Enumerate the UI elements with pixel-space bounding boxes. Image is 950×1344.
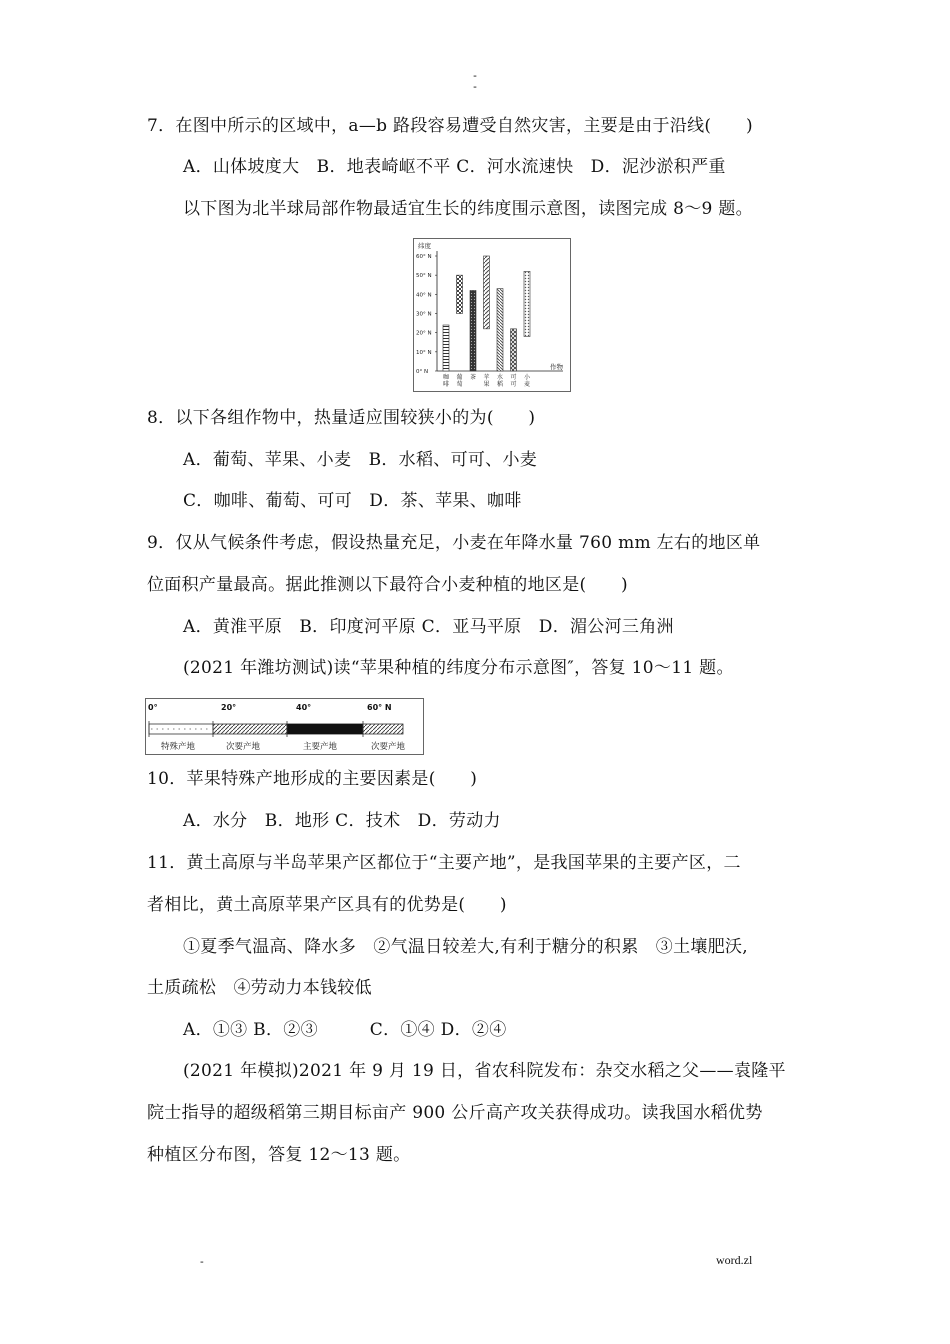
zone-secondary-2-bar: [363, 724, 403, 734]
apple-latitude-chart: [145, 698, 424, 759]
x-label-苹果-0: 苹: [483, 374, 490, 381]
q8-options-2: C．咖啡、葡萄、可可 D．茶、苹果、咖啡: [183, 491, 522, 511]
y-tick-50: 50° N: [416, 273, 432, 280]
q11-statements-2: 土质疏松 ④劳动力本钱较低: [147, 978, 372, 998]
zone-label-secondary-2: 次要产地: [371, 742, 406, 752]
q10-stem: 10．苹果特殊产地形成的主要因素是( ): [147, 769, 478, 789]
x-label-葡萄-0: 葡: [456, 374, 463, 381]
zone-special-bar: [149, 724, 213, 734]
x-label-水稻-0: 水: [497, 374, 504, 381]
q8-stem: 8．以下各组作物中，热量适应围较狭小的为( ): [147, 408, 536, 428]
zone-label-special: 特殊产地: [161, 742, 196, 752]
footer-left-mark: -: [200, 1255, 204, 1268]
bar-苹果: [484, 256, 490, 329]
q9-options: A．黄淮平原 B．印度河平原 C．亚马平原 D．湄公河三角洲: [183, 617, 674, 637]
x-label-可可-0: 可: [510, 374, 517, 381]
tick-0: 0°: [148, 703, 158, 712]
q8-9-intro: 以下图为北半球局部作物最适宜生长的纬度围示意图，读图完成 8～9 题。: [183, 199, 753, 219]
x-label-苹果-1: 果: [483, 381, 490, 388]
header-mark-2: -: [473, 80, 477, 93]
bar-咖啡: [443, 325, 449, 371]
zone-secondary-1-bar: [213, 724, 287, 734]
x-label-咖啡-0: 咖: [443, 374, 450, 381]
y-tick-10: 10° N: [416, 349, 432, 356]
tick-20: 20°: [221, 703, 237, 712]
zone-label-main: 主要产地: [303, 742, 338, 752]
x-label-小麦-1: 麦: [524, 381, 531, 388]
tick-60: 60° N: [367, 703, 392, 712]
x-label-茶-0: 茶: [470, 374, 477, 381]
y-tick-30: 30° N: [416, 311, 432, 318]
q11-stem-1: 11．黄土高原与半岛苹果产区都位于“主要产地”，是我国苹果的主要产区，二: [147, 853, 741, 873]
y-axis-title: 纬度: [418, 242, 431, 250]
x-label-葡萄-1: 萄: [456, 381, 463, 388]
q11-statements-1: ①夏季气温高、降水多 ②气温日较差大,有利于糖分的积累 ③土壤肥沃,: [183, 937, 749, 957]
q12-13-intro-2: 院士指导的超级稻第三期目标亩产 900 公斤高产攻关获得成功。读我国水稻优势: [147, 1103, 763, 1123]
bar-可可: [511, 329, 517, 371]
q10-11-intro: (2021 年潍坊测试)读“苹果种植的纬度分布示意图″，答复 10～11 题。: [183, 658, 734, 678]
bar-茶: [470, 291, 476, 372]
q9-stem-2: 位面积产量最高。据此推测以下最符合小麦种植的地区是( ): [147, 575, 628, 595]
zone-main-bar: [287, 724, 363, 734]
y-tick-20: 20° N: [416, 330, 432, 337]
q10-options: A．水分 B．地形 C．技术 D．劳动力: [183, 811, 501, 831]
q7-options: A．山体坡度大 B．地表崎岖不平 C．河水流速快 D．泥沙淤积严重: [183, 157, 726, 177]
q11-options: A．①③ B．②③ C．①④ D．②④: [183, 1020, 507, 1040]
q9-stem-1: 9．仅从气候条件考虑，假设热量充足，小麦在年降水量 760 mm 左右的地区单: [147, 533, 761, 553]
q7-stem: 7．在图中所示的区域中，a—b 路段容易遭受自然灾害，主要是由于沿线( ): [147, 116, 753, 136]
bar-水稻: [497, 289, 503, 371]
zone-label-secondary-1: 次要产地: [226, 742, 261, 752]
q12-13-intro-1: (2021 年模拟)2021 年 9 月 19 日，省农科院发布：杂交水稻之父——袁隆平: [183, 1061, 786, 1081]
x-label-可可-1: 可: [510, 381, 517, 388]
x-label-咖啡-1: 啡: [443, 381, 450, 388]
x-axis-title: 作物: [550, 363, 563, 371]
header-mark-1: -: [473, 69, 477, 82]
tick-40: 40°: [296, 703, 312, 712]
bar-葡萄: [457, 275, 463, 313]
apple-chart-svg: [145, 698, 424, 755]
q11-stem-2: 者相比，黄土高原苹果产区具有的优势是( ): [147, 895, 507, 915]
y-tick-60: 60° N: [416, 254, 432, 260]
bar-小麦: [524, 271, 530, 336]
q12-13-intro-3: 种植区分布图，答复 12～13 题。: [147, 1145, 411, 1165]
y-tick-0: 0° N: [416, 369, 429, 375]
footer-source: word.zl: [716, 1253, 753, 1267]
x-label-水稻-1: 稻: [497, 381, 504, 388]
crop-latitude-chart: [413, 238, 571, 396]
y-tick-40: 40° N: [416, 292, 432, 299]
header-marks: [468, 70, 482, 92]
crop-chart-svg: [413, 238, 571, 392]
q8-options-1: A．葡萄、苹果、小麦 B．水稻、可可、小麦: [183, 450, 538, 470]
x-label-小麦-0: 小: [524, 374, 531, 381]
